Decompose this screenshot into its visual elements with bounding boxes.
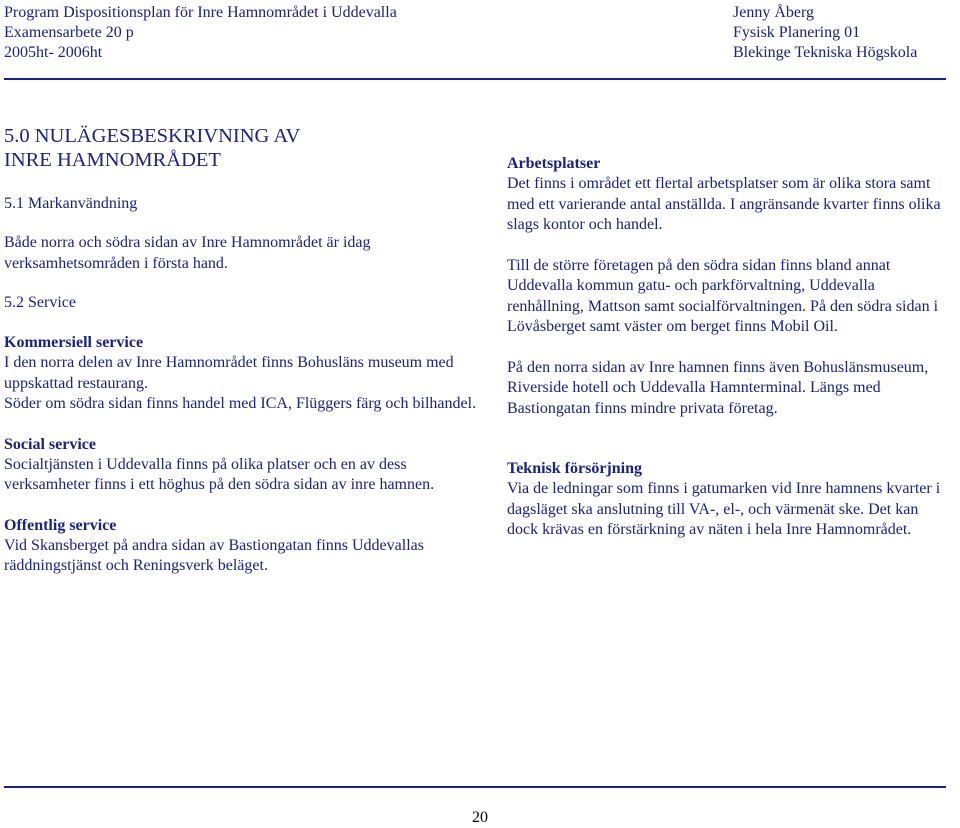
header-right <box>733 3 917 63</box>
header-program: Fysisk Planering 01 <box>733 24 861 41</box>
chapter-title <box>4 124 482 172</box>
teknisk-forsorjning-text: Via de ledningar som finns i gatumarken vid Inre hamnens kvarter i dagsläget ska anslutning till VA-, el-, och värmenät ske. Det kan dock krävas en förstärkning av näten i hela Inre Hamnområdet. <box>507 480 941 538</box>
page-number: 20 <box>472 809 488 826</box>
subheading-offentlig-service: Offentlig service <box>4 516 117 534</box>
arbetsplatser-text-1: Det finns i området ett flertal arbetsplatser som är olika stora samt med ett varierande antal anställda. I angränsande kvarter finns olika slags kontor och handel. <box>507 175 941 233</box>
social-service-text: Socialtjänsten i Uddevalla finns på olika platser och en av dess verksamheter finns i ett höghus på den södra sidan av inre hamnen. <box>4 455 435 493</box>
offentlig-service-text: Vid Skansberget på andra sidan av Bastiongatan finns Uddevallas räddningstjänst och Reningsverk beläget. <box>4 536 424 574</box>
section-title-markanvandning: 5.1 Markanvändning <box>4 195 138 212</box>
subheading-arbetsplatser: Arbetsplatser <box>507 155 601 172</box>
page-header <box>4 3 950 81</box>
header-term: 2005ht- 2006ht <box>4 44 103 61</box>
section-title-service: 5.2 Service <box>4 294 76 311</box>
left-column <box>4 124 482 577</box>
chapter-title-line-2: INRE HAMNOMRÅDET <box>4 149 221 171</box>
subheading-kommersiell-service: Kommersiell service <box>4 334 144 351</box>
subheading-social-service: Social service <box>4 435 96 453</box>
header-course: Examensarbete 20 p <box>4 24 134 41</box>
header-author: Jenny Åberg <box>733 4 815 21</box>
footer-divider <box>4 786 946 788</box>
arbetsplatser-text-2: Till de större företagen på den södra sidan finns bland annat Uddevalla kommun gatu- och parkförvaltning, Uddevalla renhållning, Mattson samt socialförvaltningen. På den södra sidan i Lövåsberget samt väster om berget finns Mobil Oil. <box>507 256 939 335</box>
header-document-title: Program Dispositionsplan för Inre Hamnområdet i Uddevalla <box>4 4 397 21</box>
markanvandning-text: Både norra och södra sidan av Inre Hamnområdet är idag verksamhetsområden i första hand. <box>4 234 371 272</box>
subheading-teknisk-forsorjning: Teknisk försörjning <box>507 460 642 477</box>
right-column <box>507 154 952 541</box>
header-school: Blekinge Tekniska Högskola <box>733 44 918 61</box>
header-left <box>4 3 397 63</box>
chapter-title-line-1: 5.0 NULÄGESBESKRIVNING AV <box>4 125 301 147</box>
arbetsplatser-text-3: På den norra sidan av Inre hamnen finns även Bohuslänsmuseum, Riverside hotell och Uddevalla Hamnterminal. Längs med Bastiongatan finns mindre privata företag. <box>507 358 929 417</box>
kommersiell-service-text-2: Söder om södra sidan finns handel med ICA, Flüggers färg och bilhandel. <box>4 395 477 412</box>
kommersiell-service-text-1: I den norra delen av Inre Hamnområdet finns Bohusläns museum med uppskattad restaurang. <box>4 354 454 392</box>
header-divider <box>4 78 946 80</box>
